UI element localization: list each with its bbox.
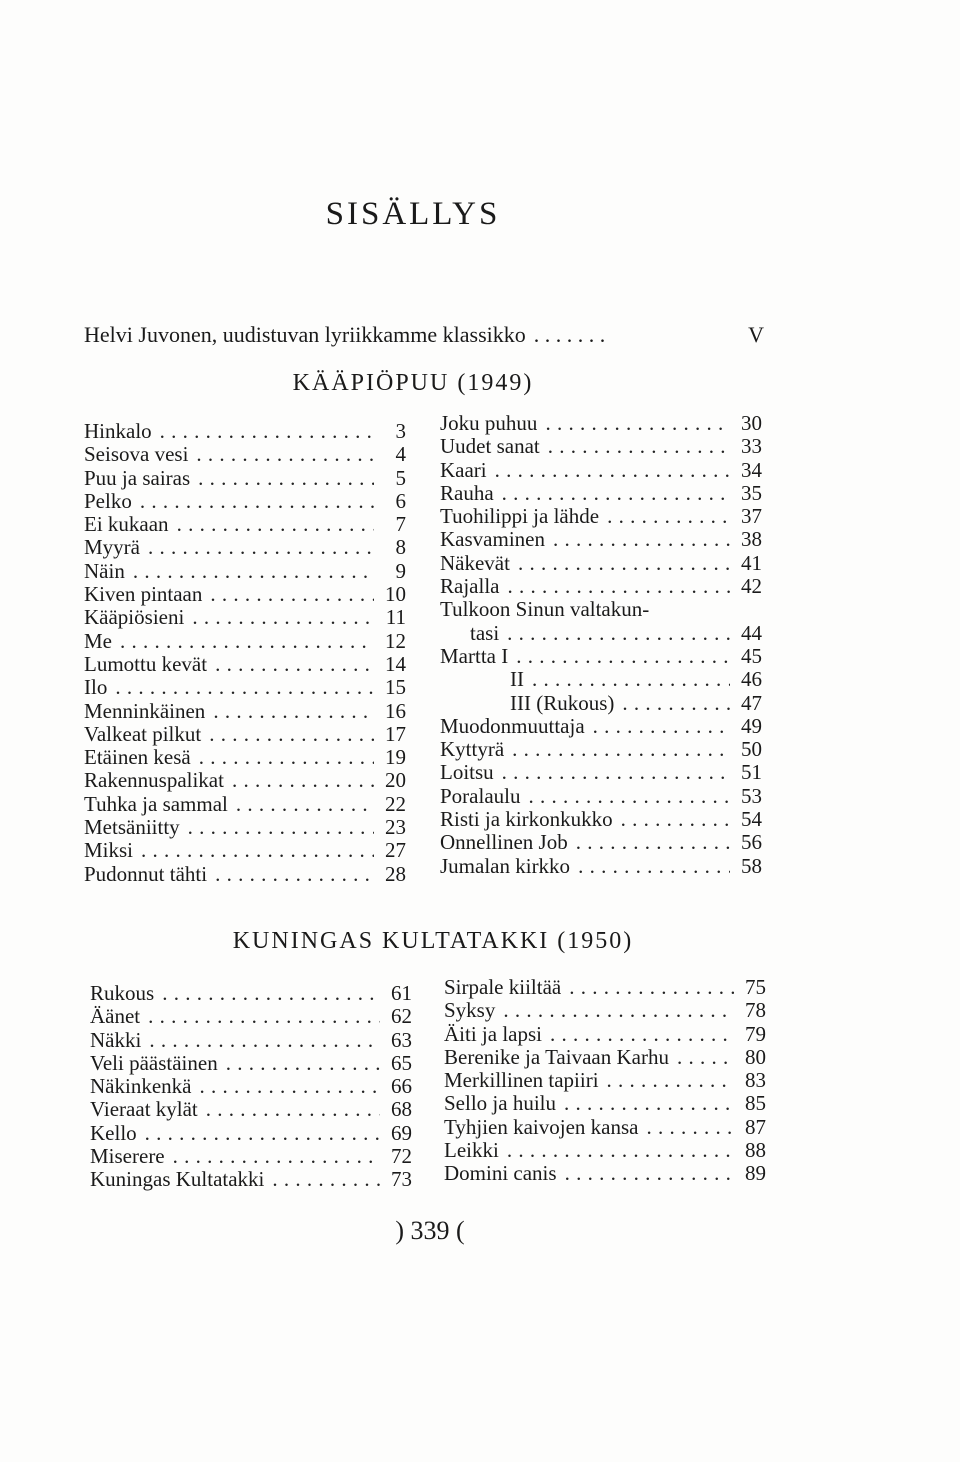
leader-dots (507, 622, 730, 645)
toc-entry (440, 412, 762, 435)
leader-dots (507, 1139, 734, 1162)
entry-page: 75 (745, 975, 766, 999)
toc-entry (84, 723, 406, 746)
page-title: SISÄLLYS (325, 196, 501, 232)
entry-page: 3 (395, 419, 406, 443)
entry-title: Kyttyrä (440, 737, 505, 762)
entry-page: 7 (395, 512, 406, 537)
entry-title: Tyhjien kaivojen kansa (444, 1114, 639, 1139)
entry-title: Uudet sanat (440, 434, 540, 459)
entry-page: 79 (745, 1021, 766, 1046)
entry-title: Kasvaminen (440, 527, 545, 552)
toc-entry (90, 1029, 412, 1052)
entry-title: Seisova vesi (84, 442, 189, 467)
toc-entry (440, 482, 762, 505)
leader-dots (576, 831, 730, 854)
leader-dots (149, 1029, 380, 1052)
entry-page: 33 (741, 434, 762, 459)
toc-entry (444, 1023, 766, 1046)
toc-entry (84, 676, 406, 699)
page-number: ) 339 ( (395, 1216, 465, 1245)
entry-page: 19 (385, 745, 406, 770)
toc-entry (440, 528, 762, 551)
leader-dots (622, 692, 730, 715)
entry-page: 14 (385, 651, 406, 676)
entry-title: Äänet (90, 1004, 141, 1029)
leader-dots (564, 1092, 734, 1115)
entry-page: 45 (741, 643, 762, 668)
entry-title: Kääpiösieni (84, 605, 185, 630)
leader-dots (162, 982, 380, 1005)
entry-title: Näkevät (440, 550, 510, 575)
entry-page: 62 (391, 1004, 412, 1029)
entry-page: 63 (391, 1027, 412, 1052)
leader-dots (196, 443, 374, 466)
entry-title: Leikki (444, 1138, 499, 1163)
entry-title: Poralaulu (440, 783, 521, 808)
entry-page: 72 (391, 1144, 412, 1169)
entry-page: 89 (745, 1161, 766, 1186)
entry-page: 50 (741, 737, 762, 762)
entry-title: II (510, 667, 524, 692)
leader-dots (502, 761, 730, 784)
toc-column-right (440, 412, 762, 878)
leader-dots (210, 583, 374, 606)
entry-page: 44 (741, 620, 762, 645)
entry-page: 68 (391, 1097, 412, 1122)
toc-entry (440, 808, 762, 831)
leader-dots (272, 1168, 380, 1191)
entry-title: Onnellinen Job (440, 830, 568, 855)
entry-title: Joku puhuu (440, 411, 538, 435)
leader-dots (140, 490, 374, 513)
leader-dots (177, 513, 374, 536)
leader-dots (545, 412, 730, 435)
leader-dots (213, 700, 374, 723)
entry-page: 20 (385, 768, 406, 793)
leader-dots (646, 1116, 734, 1139)
entry-page: 78 (745, 998, 766, 1023)
entry-title: Kello (90, 1120, 137, 1145)
entry-page: 34 (741, 457, 762, 482)
toc-entry (444, 1139, 766, 1162)
toc-entry (84, 863, 406, 886)
leader-dots (173, 1145, 380, 1168)
section-heading-kuningas-kultatakki: KUNINGAS KULTATAKKI (1950) (232, 928, 634, 954)
leader-dots (148, 1005, 380, 1028)
entry-page: 11 (385, 605, 406, 630)
leader-dots (145, 1122, 380, 1145)
entry-page: 9 (395, 558, 406, 583)
leader-dots (206, 1098, 380, 1121)
intro-title: Helvi Juvonen, uudistuvan lyriikkamme klassikko (84, 322, 526, 347)
leader-dots (209, 723, 374, 746)
leader-dots (133, 560, 374, 583)
leader-dots (569, 976, 734, 999)
leader-dots (532, 668, 730, 691)
entry-page: 85 (745, 1091, 766, 1116)
toc-entry (84, 746, 406, 769)
entry-page: 30 (741, 411, 762, 435)
entry-page: 22 (385, 791, 406, 816)
toc-entry (440, 761, 762, 784)
leader-dots: . . . . . . . (533, 322, 606, 347)
entry-page: 16 (385, 698, 406, 723)
toc-entry (90, 1075, 412, 1098)
entry-page: 69 (391, 1120, 412, 1145)
entry-title: Domini canis (444, 1161, 557, 1186)
entry-page: 15 (385, 675, 406, 700)
leader-dots (528, 785, 730, 808)
entry-title: Kiven pintaan (84, 582, 203, 607)
entry-title: Valkeat pilkut (84, 721, 202, 746)
entry-title: Äiti ja lapsi (444, 1021, 542, 1046)
toc-entry (444, 1116, 766, 1139)
entry-page: 10 (385, 582, 406, 607)
entry-page: 6 (395, 488, 406, 513)
entry-title: Pelko (84, 488, 132, 513)
leader-dots (226, 1052, 380, 1075)
leader-dots (518, 552, 730, 575)
entry-title: Martta I (440, 643, 509, 668)
entry-title: Rukous (90, 981, 155, 1005)
toc-entry (440, 622, 762, 645)
entry-page: 65 (391, 1050, 412, 1075)
toc-entry (84, 630, 406, 653)
toc-entry (440, 668, 762, 691)
entry-title: Puu ja sairas (84, 465, 191, 490)
toc-entry (440, 598, 762, 621)
entry-title: III (Rukous) (510, 690, 615, 715)
toc-entry (440, 738, 762, 761)
toc-entry (440, 575, 762, 598)
entry-title: Näkki (90, 1027, 142, 1052)
entry-page: 38 (741, 527, 762, 552)
entry-title: Menninkäinen (84, 698, 206, 723)
toc-entry (84, 606, 406, 629)
toc-entry (84, 769, 406, 792)
toc-entry (444, 999, 766, 1022)
entry-page: 58 (741, 853, 762, 878)
leader-dots (215, 653, 374, 676)
intro-entry (84, 322, 764, 348)
toc-entry (84, 839, 406, 862)
entry-title: Risti ja kirkonkukko (440, 807, 613, 832)
entry-title: Sello ja huilu (444, 1091, 556, 1116)
toc-entry (90, 1005, 412, 1028)
entry-title: Kaari (440, 457, 487, 482)
entry-page: 61 (391, 981, 412, 1005)
entry-title: Berenike ja Taivaan Karhu (444, 1044, 669, 1069)
entry-page: 88 (745, 1138, 766, 1163)
toc-entry (90, 1122, 412, 1145)
entry-page: 73 (391, 1167, 412, 1192)
entry-title: Hinkalo (84, 419, 152, 443)
entry-page: 47 (741, 690, 762, 715)
entry-page: 49 (741, 713, 762, 738)
toc-entry (444, 1092, 766, 1115)
entry-title: Ei kukaan (84, 512, 169, 537)
entry-page: 37 (741, 504, 762, 529)
toc-entry (440, 435, 762, 458)
leader-dots (548, 435, 730, 458)
entry-page: 12 (385, 628, 406, 653)
entry-title: Merkillinen tapiiri (444, 1068, 599, 1093)
toc-entry (440, 645, 762, 668)
toc-column-left (84, 420, 406, 886)
leader-dots (495, 459, 730, 482)
toc-entry (84, 467, 406, 490)
entry-page: 17 (385, 721, 406, 746)
toc-entry (440, 785, 762, 808)
leader-dots (160, 420, 374, 443)
entry-page: 41 (741, 550, 762, 575)
toc-entry (90, 1098, 412, 1121)
entry-title: Kuningas Kultatakki (90, 1167, 265, 1192)
entry-title: Veli päästäinen (90, 1050, 218, 1075)
entry-page: 5 (395, 465, 406, 490)
leader-dots (578, 855, 730, 878)
leader-dots (607, 505, 730, 528)
entry-title: Näkinkenkä (90, 1074, 192, 1099)
leader-dots (199, 746, 374, 769)
leader-dots (503, 999, 734, 1022)
entry-title: Pudonnut tähti (84, 861, 208, 886)
entry-title: Tuhka ja sammal (84, 791, 228, 816)
entry-title: Etäinen kesä (84, 745, 191, 770)
toc-entry (90, 1168, 412, 1191)
leader-dots (621, 808, 730, 831)
entry-page: 35 (741, 480, 762, 505)
toc-entry (84, 793, 406, 816)
entry-title: tasi (470, 620, 500, 645)
leader-dots (512, 738, 730, 761)
entry-page: 54 (741, 807, 762, 832)
leader-dots (516, 645, 730, 668)
entry-title: Sirpale kiiltää (444, 975, 562, 999)
leader-dots (148, 536, 374, 559)
toc-entry (84, 583, 406, 606)
leader-dots (198, 467, 374, 490)
toc-entry (444, 1046, 766, 1069)
entry-page: 80 (745, 1044, 766, 1069)
entry-title: Syksy (444, 998, 496, 1023)
toc-entry (84, 513, 406, 536)
toc-entry (84, 816, 406, 839)
toc-entry (84, 653, 406, 676)
leader-dots (188, 816, 374, 839)
toc-entry (84, 700, 406, 723)
entry-title: Lumottu kevät (84, 651, 208, 676)
toc-entry (440, 552, 762, 575)
entry-title: Metsäniitty (84, 815, 180, 840)
entry-page: 27 (385, 838, 406, 863)
entry-title: Rauha (440, 480, 494, 505)
leader-dots (593, 715, 730, 738)
leader-dots (215, 863, 374, 886)
entry-title: Näin (84, 558, 125, 583)
entry-page: 53 (741, 783, 762, 808)
entry-page: 28 (385, 861, 406, 886)
toc-entry (84, 560, 406, 583)
entry-title: Miksi (84, 838, 134, 863)
toc-entry (440, 831, 762, 854)
toc-entry (84, 536, 406, 559)
toc-entry (444, 976, 766, 999)
entry-title: Tulkoon Sinun valtakun- (440, 597, 650, 622)
leader-dots (677, 1046, 734, 1069)
entry-page: 8 (395, 535, 406, 560)
entry-title: Vieraat kylät (90, 1097, 198, 1122)
toc-entry (440, 505, 762, 528)
entry-page: 46 (741, 667, 762, 692)
entry-title: Jumalan kirkko (440, 853, 571, 878)
toc-column-right-2 (444, 976, 766, 1186)
entry-title: Rajalla (440, 574, 500, 599)
leader-dots (502, 482, 730, 505)
section-heading-kaapiopuu: KÄÄPIÖPUU (1949) (292, 370, 534, 396)
toc-entry (440, 715, 762, 738)
entry-title: Ilo (84, 675, 108, 700)
leader-dots (115, 676, 374, 699)
leader-dots (553, 528, 730, 551)
toc-entry (90, 1052, 412, 1075)
toc-entry (444, 1162, 766, 1185)
entry-page: 4 (395, 442, 406, 467)
entry-title: Me (84, 628, 112, 653)
entry-page: 83 (745, 1068, 766, 1093)
leader-dots (607, 1069, 734, 1092)
leader-dots (232, 769, 374, 792)
entry-title: Myyrä (84, 535, 140, 560)
leader-dots (120, 630, 374, 653)
toc-entry (444, 1069, 766, 1092)
toc-entry (440, 459, 762, 482)
entry-title: Rakennuspalikat (84, 768, 224, 793)
toc-entry (440, 855, 762, 878)
entry-title: Miserere (90, 1144, 165, 1169)
toc-entry (90, 982, 412, 1005)
entry-title: Muodonmuuttaja (440, 713, 585, 738)
toc-entry (90, 1145, 412, 1168)
entry-page: 23 (385, 815, 406, 840)
leader-dots (550, 1023, 734, 1046)
leader-dots (565, 1162, 734, 1185)
leader-dots (192, 606, 374, 629)
leader-dots (141, 839, 374, 862)
toc-entry (440, 692, 762, 715)
entry-page: 51 (741, 760, 762, 785)
leader-dots (199, 1075, 380, 1098)
entry-page: 56 (741, 830, 762, 855)
toc-entry (84, 443, 406, 466)
toc-entry (84, 420, 406, 443)
leader-dots (236, 793, 374, 816)
intro-page: V (748, 322, 764, 347)
leader-dots (507, 575, 730, 598)
entry-title: Tuohilippi ja lähde (440, 504, 600, 529)
entry-page: 66 (391, 1074, 412, 1099)
toc-entry (84, 490, 406, 513)
entry-title: Loitsu (440, 760, 494, 785)
toc-column-left-2 (90, 982, 412, 1192)
entry-page: 87 (745, 1114, 766, 1139)
entry-page: 42 (741, 574, 762, 599)
